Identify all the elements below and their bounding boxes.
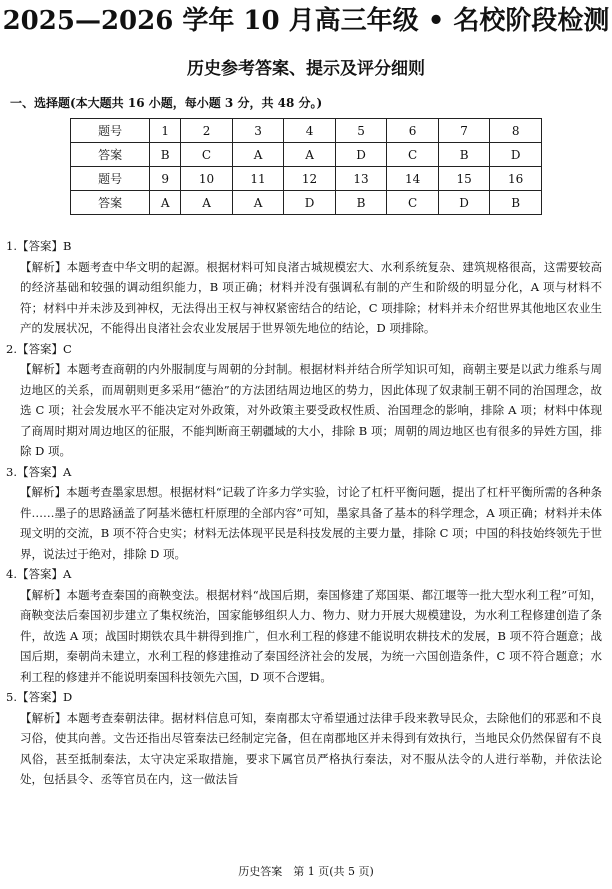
- question-block: [6, 564, 602, 687]
- answer-table-cell: 13: [335, 167, 387, 191]
- answer-table-row: [71, 167, 542, 191]
- answer-table-cell: A: [232, 191, 284, 215]
- answer-table-cell: A: [181, 191, 233, 215]
- answer-table-cell: C: [181, 143, 233, 167]
- question-analysis: 【解析】本题考查中华文明的起源。根据材料可知良渚古城规模宏大、水利系统复杂、建筑规格很高，这需要较高的经济基础和较强的调动组织能力，B 项正确；材料并没有强调私有制的产生和阶级的明显分化，A 项与材料不符；材料中并未涉及到神权，无法得出王权与神权紧密结合的结论，C 项排除；材料并未介绍世界其他地区农业生产的发展状况，不能得出良渚社会农业发展居于世界领先地位的结论，D 项排除。: [20, 259, 602, 335]
- answers-content: [6, 236, 602, 790]
- answer-table-cell: D: [438, 191, 490, 215]
- answer-table-cell: C: [387, 191, 439, 215]
- answer-table-cell: 2: [181, 119, 233, 143]
- answer-table-cell: 6: [387, 119, 439, 143]
- answer-table-cell: A: [232, 143, 284, 167]
- page-footer: 历史答案 第 1 页(共 5 页): [238, 865, 374, 878]
- answer-table-cell: D: [490, 143, 542, 167]
- page-title: 2025—2026 学年 10 月高三年级 • 名校阶段检测: [2, 6, 610, 36]
- question-analysis: 【解析】本题考查商朝的内外服制度与周朝的分封制。根据材料并结合所学知识可知，商朝主要是以武力维系与周边地区的关系，而周朝则更多采用“德治”的方法团结周边地区的势力，因此体现了奴隶制王朝不同的治国理念，故选 C 项；社会发展水平不能决定对外政策，对外政策主要受政权性质、治国理念的影响，排除 A 项；材料中体现了商周时期对周边地区的征服，不能判断商王朝疆域的大小，排除 B 项；周朝的周边地区也有很多的异姓方国，排除 D 项。: [20, 362, 602, 458]
- question-block: [6, 462, 602, 565]
- question-analysis: 【解析】本题考查秦国的商鞅变法。根据材料“战国后期，秦国修建了郑国渠、都江堰等一批大型水利工程”可知，商鞅变法后秦国初步建立了集权统治，国家能够组织人力、物力、财力开展大规模建设，为水利工程修建创造了条件，故选 A 项；战国时期铁农具牛耕得到推广，但水利工程的修建不能说明农耕技术的发展，B 项不符合题意；战国后期，秦朝尚未建立，水利工程的修建推动了秦国经济社会的发展，为统一六国创造条件，C 项不符合题意；水利工程的修建并不能说明秦国科技领先六国，D 项不合逻辑。: [20, 587, 602, 684]
- answer-table-cell: 5: [335, 119, 387, 143]
- answer-table-header-cell: 答案: [71, 143, 150, 167]
- answer-table-cell: 7: [438, 119, 490, 143]
- answer-table-cell: A: [150, 191, 181, 215]
- question-answer: 1.【答案】B: [6, 239, 72, 253]
- answer-table-cell: B: [438, 143, 490, 167]
- answer-table-cell: 10: [181, 167, 233, 191]
- answer-table-cell: D: [335, 143, 387, 167]
- answer-table-cell: B: [335, 191, 387, 215]
- question-analysis: 【解析】本题考查秦朝法律。据材料信息可知，秦南郡太守希望通过法律手段来教导民众，去除他们的邪恶和不良习俗，使其向善。文告还指出尽管秦法已经制定完备，但在南郡地区并未得到有效执行，当地民众仍然保留有不良风俗，甚至抵制秦法，太守决定采取措施，要求下属官员严格执行秦法，对不服从法令的人进行举勒，并依法论处，包括县令、丞等官员在内，这一做法旨: [20, 710, 602, 786]
- answer-table-cell: 14: [387, 167, 439, 191]
- page-subtitle: 历史参考答案、提示及评分细则: [187, 59, 425, 79]
- answer-table-cell: B: [150, 143, 181, 167]
- section-heading: 一、选择题(本大题共 16 小题，每小题 3 分，共 48 分。): [10, 96, 323, 110]
- question-answer: 4.【答案】A: [6, 567, 72, 581]
- question-answer: 5.【答案】D: [6, 690, 73, 704]
- question-block: [6, 339, 602, 462]
- answer-table-cell: 3: [232, 119, 284, 143]
- answer-table-header-cell: 题号: [71, 119, 150, 143]
- question-block: [6, 687, 602, 790]
- answer-table-cell: 12: [284, 167, 336, 191]
- answer-table-cell: 16: [490, 167, 542, 191]
- answer-table-cell: A: [284, 143, 336, 167]
- question-analysis: 【解析】本题考查墨家思想。根据材料“记载了许多力学实验，讨论了杠杆平衡问题，提出了杠杆平衡所需的各种条件……墨子的思路涵盖了阿基米德杠杆原理的全部内容”可知，墨家具备了基本的科学理念，A 项正确；材料并未体现文明的交流，B 项不符合史实；材料无法体现平民是科技发展的主要力量，排除 C 项；中国的科技始终领先于世界，说法过于绝对，排除 D 项。: [20, 485, 602, 561]
- answer-table-cell: 11: [232, 167, 284, 191]
- answer-table-cell: 8: [490, 119, 542, 143]
- answer-table-row: [71, 191, 542, 215]
- answer-table-header-cell: 题号: [71, 167, 150, 191]
- answer-table-cell: 9: [150, 167, 181, 191]
- answer-table-cell: C: [387, 143, 439, 167]
- answer-table-cell: 15: [438, 167, 490, 191]
- answer-table-cell: 1: [150, 119, 181, 143]
- question-block: [6, 236, 602, 339]
- question-answer: 2.【答案】C: [6, 341, 72, 356]
- answer-table-row: [71, 143, 542, 167]
- answer-table: [70, 118, 542, 215]
- question-answer: 3.【答案】A: [6, 464, 72, 479]
- answer-table-row: [71, 119, 542, 143]
- answer-table-cell: B: [490, 191, 542, 215]
- answer-table-cell: 4: [284, 119, 336, 143]
- answer-table-cell: D: [284, 191, 336, 215]
- answer-table-header-cell: 答案: [71, 191, 150, 215]
